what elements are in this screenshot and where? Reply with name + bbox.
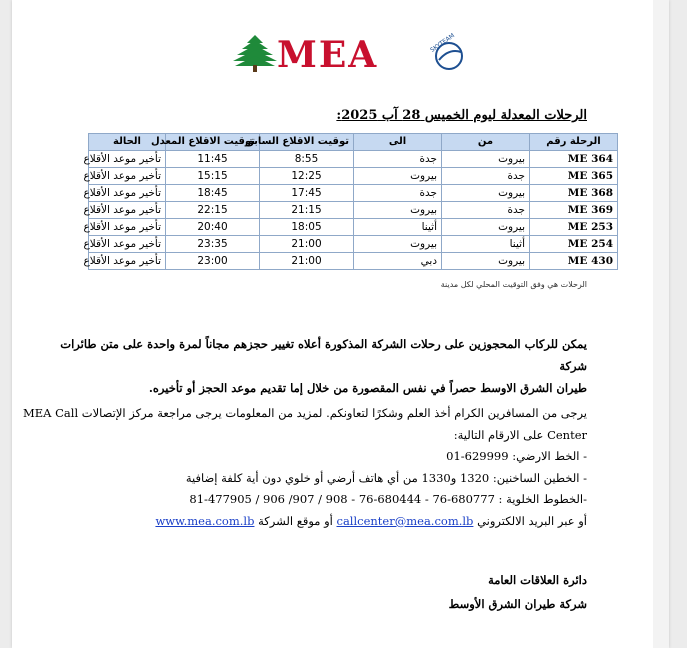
page-title: الرحلات المعدلة ليوم الخميس 28 آب 2025:	[336, 108, 587, 123]
previous-time: 21:15	[260, 202, 354, 219]
col-from: من	[442, 134, 530, 151]
rebooking-notice-line: طيران الشرق الاوسط حصراً في نفس المقصورة من خلال إما تقديم موعد الحجز أو تأخيره.	[148, 381, 587, 395]
to-city: بيروت	[354, 168, 442, 185]
status: تأخير موعد الأقلاع	[89, 168, 166, 185]
mobile-lines-line: -الخطوط الخلوية : 680777-76 - 680444-76 - 908 / 907/ 906 / 477905-81	[189, 492, 587, 506]
new-time: 23:00	[166, 253, 260, 270]
status: تأخير موعد الأقلاع	[89, 253, 166, 270]
email-prefix: أو عبر البريد الالكتروني	[477, 513, 587, 528]
rebooking-notice-line: يمكن للركاب المحجوزين على رحلات الشركة المذكورة أعلاه تغيير حجزهم مجاناً لمرة واحدة على متن طائرات شركة	[60, 337, 587, 373]
flight-number: ME 430	[530, 253, 618, 270]
table-row	[89, 185, 618, 202]
previous-time: 21:00	[260, 236, 354, 253]
col-previous-time: توقيت الاقلاع السابق	[260, 134, 354, 151]
new-time: 20:40	[166, 219, 260, 236]
document-page	[12, 0, 669, 648]
col-flight-number: الرحلة رقم	[530, 134, 618, 151]
to-city: بيروت	[354, 236, 442, 253]
from-city: بيروت	[442, 219, 530, 236]
from-city: جدة	[442, 168, 530, 185]
table-header-row	[89, 134, 618, 151]
col-status: الحالة	[89, 134, 166, 151]
website-link[interactable]: www.mea.com.lb	[155, 513, 255, 528]
table-row	[89, 168, 618, 185]
flight-number: ME 369	[530, 202, 618, 219]
new-time: 23:35	[166, 236, 260, 253]
flight-number: ME 368	[530, 185, 618, 202]
previous-time: 12:25	[260, 168, 354, 185]
previous-time: 17:45	[260, 185, 354, 202]
col-to: الى	[354, 134, 442, 151]
status: تأخير موعد الأقلاع	[89, 151, 166, 168]
cedar-icon	[231, 34, 279, 72]
landline-line: - الخط الارضي: 629999-01	[446, 449, 587, 463]
status: تأخير موعد الأقلاع	[89, 236, 166, 253]
previous-time: 8:55	[260, 151, 354, 168]
website-prefix: أو موقع الشركة	[258, 513, 333, 528]
email-link[interactable]: callcenter@mea.com.lb	[336, 513, 474, 528]
status: تأخير موعد الأقلاع	[89, 185, 166, 202]
brand-name: MEA	[277, 34, 379, 76]
skyteam-label: SKYTEAM	[429, 32, 457, 54]
new-time: 22:15	[166, 202, 260, 219]
table-row	[89, 219, 618, 236]
hotline-line: - الخطين الساخنين: 1320 و1330 من أي هاتف أرضي أو خلوي دون أية كلفة إضافية	[185, 470, 587, 485]
rebooking-notice	[39, 333, 587, 399]
skyteam-icon	[427, 34, 467, 74]
to-city: أثينا	[354, 219, 442, 236]
table-row	[89, 151, 618, 168]
company-name: شركة طيران الشرق الأوسط	[448, 597, 587, 611]
to-city: دبي	[354, 253, 442, 270]
table-row	[89, 202, 618, 219]
status: تأخير موعد الأقلاع	[89, 202, 166, 219]
new-time: 15:15	[166, 168, 260, 185]
scroll-edge	[653, 0, 669, 648]
flight-number: ME 364	[530, 151, 618, 168]
mea-logo	[231, 34, 475, 78]
flight-number: ME 254	[530, 236, 618, 253]
email-web-line	[39, 511, 587, 533]
contact-intro-line: يرجى من المسافرين الكرام أخذ العلم وشكرًا لتعاونكم. لمزيد من المعلومات يرجى مراجعة مركز الإتصالات MEA Call	[22, 406, 587, 420]
table-row	[89, 253, 618, 270]
from-city: أثينا	[442, 236, 530, 253]
from-city: بيروت	[442, 253, 530, 270]
flight-number: ME 365	[530, 168, 618, 185]
flight-number: ME 253	[530, 219, 618, 236]
contact-intro-line: Center على الارقام التالية:	[453, 427, 587, 442]
new-time: 18:45	[166, 185, 260, 202]
table-row	[89, 236, 618, 253]
previous-time: 18:05	[260, 219, 354, 236]
signature-block	[449, 568, 587, 616]
from-city: جدة	[442, 202, 530, 219]
from-city: بيروت	[442, 185, 530, 202]
local-time-note: الرحلات هي وفق التوقيت المحلي لكل مدينة	[440, 280, 587, 289]
col-new-time: توقيت الاقلاع المعدل	[166, 134, 260, 151]
department-name: دائرة العلاقات العامة	[488, 573, 587, 587]
status: تأخير موعد الأقلاع	[89, 219, 166, 236]
to-city: جدة	[354, 151, 442, 168]
from-city: بيروت	[442, 151, 530, 168]
contact-info	[22, 403, 587, 532]
previous-time: 21:00	[260, 253, 354, 270]
flights-table	[83, 133, 618, 270]
to-city: بيروت	[354, 202, 442, 219]
new-time: 11:45	[166, 151, 260, 168]
to-city: جدة	[354, 185, 442, 202]
